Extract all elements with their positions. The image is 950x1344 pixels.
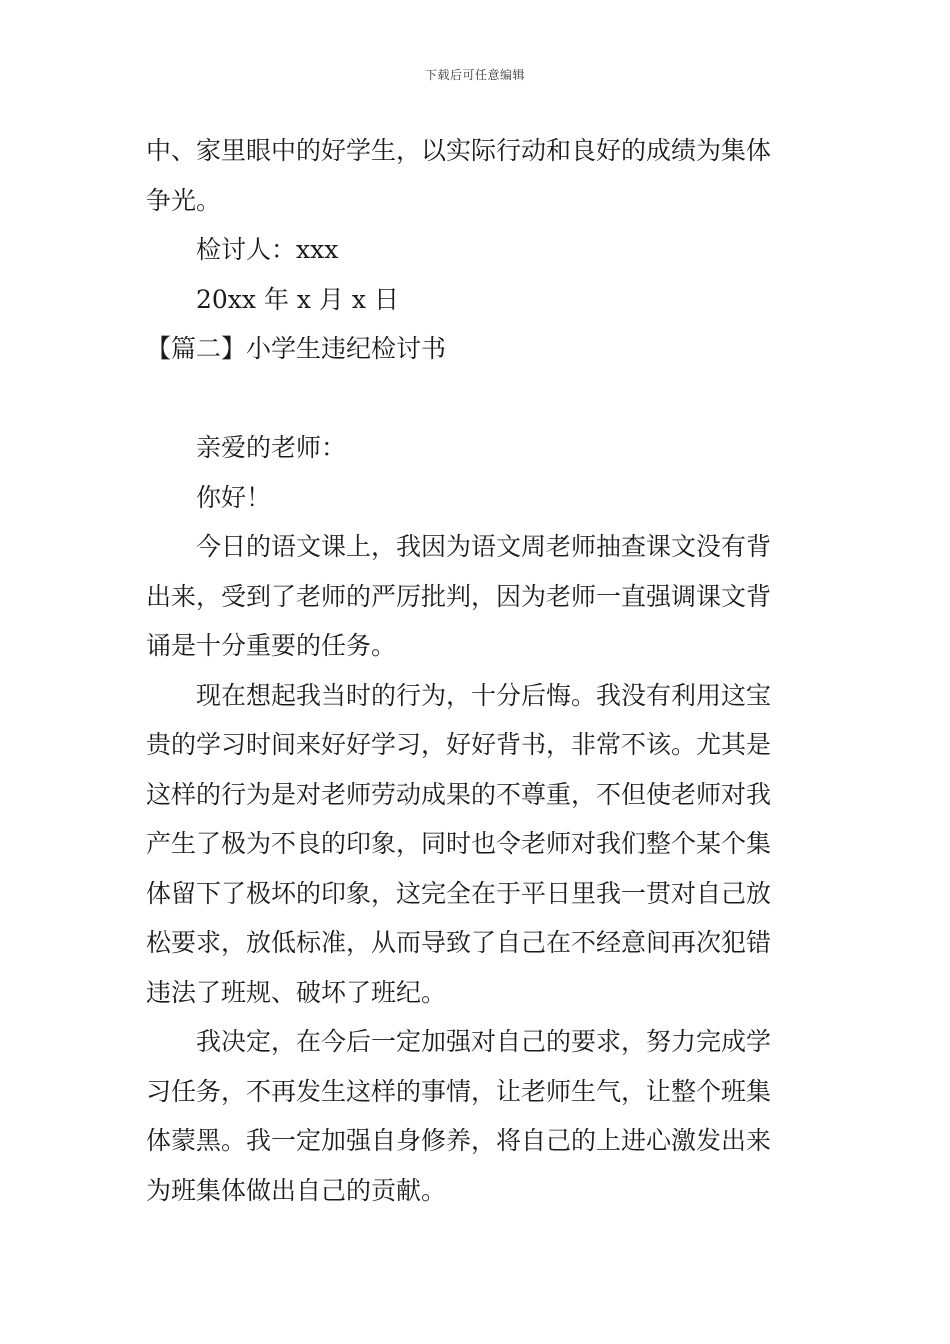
signer-line: 检讨人：xxx bbox=[196, 235, 339, 264]
blank-line bbox=[146, 374, 806, 424]
paragraph-line: 出来，受到了老师的严厉批判，因为老师一直强调课文背 bbox=[146, 581, 772, 611]
paragraph-line: 体留下了极坏的印象，这完全在于平日里我一贯对自己放 bbox=[146, 878, 772, 908]
date-line: 20xx 年 x 月 x 日 bbox=[196, 284, 399, 314]
paragraph-line: 违法了班规、破坏了班纪。 bbox=[146, 977, 447, 1007]
paragraph-line: 产生了极为不良的印象，同时也令老师对我们整个某个集 bbox=[146, 829, 772, 858]
page-header-note: 下载后可任意编辑 bbox=[424, 68, 525, 82]
paragraph-line: 贵的学习时间来好好学习，好好背书，非常不该。尤其是 bbox=[146, 730, 772, 759]
paragraph-line: 现在想起我当时的行为，十分后悔。我没有利用这宝 bbox=[196, 680, 772, 710]
salutation-line: 亲爱的老师： bbox=[196, 433, 347, 462]
paragraph-line: 松要求，放低标准，从而导致了自己在不经意间再次犯错 bbox=[146, 928, 772, 957]
paragraph-line: 今日的语文课上，我因为语文周老师抽查课文没有背 bbox=[196, 532, 772, 561]
paragraph-line: 体蒙黑。我一定加强自身修养，将自己的上进心激发出来 bbox=[146, 1126, 772, 1155]
paragraph-line: 习任务，不再发生这样的事情，让老师生气，让整个班集 bbox=[146, 1076, 772, 1106]
paragraph-line: 争光。 bbox=[146, 185, 222, 215]
paragraph-line: 这样的行为是对老师劳动成果的不尊重，不但使老师对我 bbox=[146, 779, 772, 809]
paragraph-line: 我决定，在今后一定加强对自己的要求，努力完成学 bbox=[196, 1027, 772, 1056]
section-title: 【篇二】小学生违纪检讨书 bbox=[146, 334, 447, 363]
greeting-line: 你好！ bbox=[196, 482, 272, 512]
document-body bbox=[146, 126, 806, 1215]
paragraph-line: 中、家里眼中的好学生，以实际行动和良好的成绩为集体 bbox=[146, 136, 772, 165]
paragraph-line: 诵是十分重要的任务。 bbox=[146, 631, 397, 660]
paragraph-line: 为班集体做出自己的贡献。 bbox=[146, 1175, 447, 1205]
